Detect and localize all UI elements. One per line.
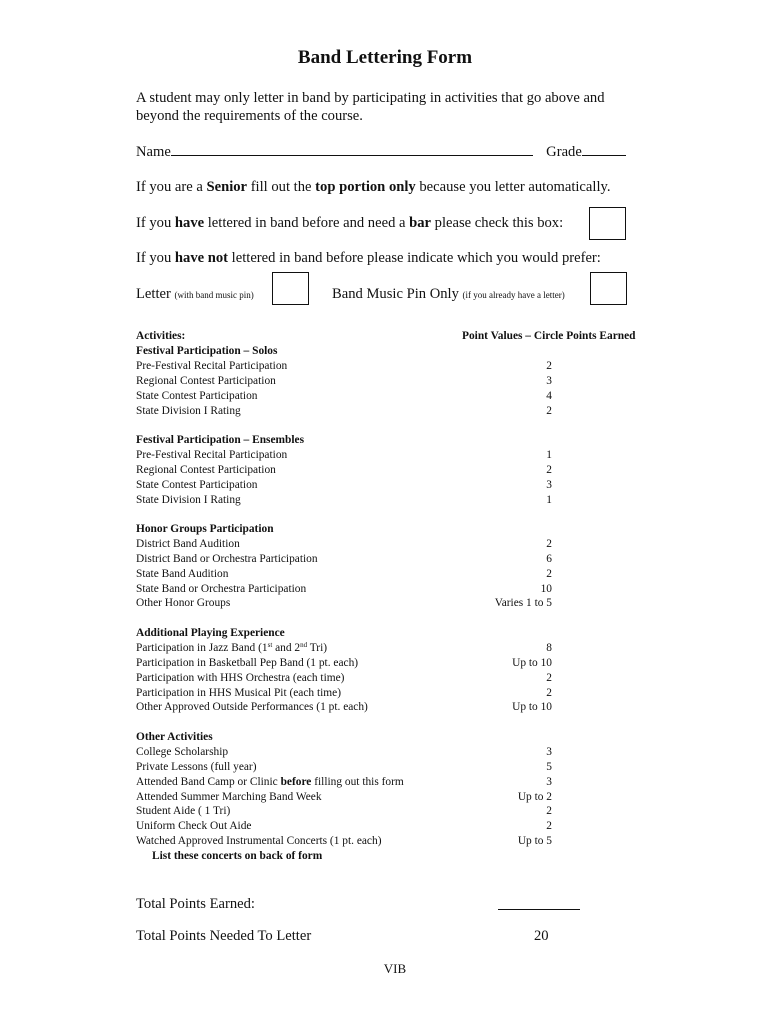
item-points[interactable]: 1	[546, 493, 552, 506]
list-item	[136, 582, 552, 597]
list-item	[136, 804, 552, 819]
intro-line-2: beyond the requirements of the course.	[136, 108, 363, 124]
item-points[interactable]: 3	[546, 745, 552, 758]
section-ensembles	[136, 433, 552, 507]
item-points[interactable]: 10	[540, 582, 552, 595]
camp-text-bold: before	[280, 775, 312, 788]
item-points[interactable]: 6	[546, 552, 552, 565]
list-item	[136, 656, 552, 671]
jazz-sup-2: nd	[300, 640, 308, 649]
bar-text-1: If you	[136, 215, 175, 231]
list-item	[136, 463, 552, 478]
list-item	[136, 493, 552, 508]
not-lettered-text-2: lettered in band before please indicate which you would prefer:	[228, 250, 601, 266]
senior-text-2: fill out the	[247, 179, 316, 195]
letter-checkbox[interactable]	[272, 272, 309, 305]
camp-text-c: filling out this form	[311, 775, 404, 788]
total-needed-value: 20	[534, 928, 549, 944]
item-points[interactable]: 3	[546, 374, 552, 387]
total-earned-field[interactable]	[498, 898, 580, 910]
concerts-note: List these concerts on back of form	[152, 850, 323, 863]
section-playing-experience	[136, 626, 552, 715]
list-item	[136, 819, 552, 834]
section-title: Honor Groups Participation	[136, 523, 274, 535]
not-lettered-instruction	[136, 250, 601, 267]
not-lettered-bold: have not	[174, 250, 229, 266]
item-points[interactable]: 2	[546, 359, 552, 372]
letter-option	[136, 286, 254, 303]
item-points[interactable]: 4	[546, 389, 552, 402]
list-item	[136, 552, 552, 567]
item-label	[136, 642, 327, 654]
bar-text-3: please check this box:	[431, 215, 564, 231]
list-item	[136, 760, 552, 775]
camp-text-a: Attended Band Camp or Clinic	[136, 775, 281, 788]
jazz-text-b: and 2	[272, 641, 301, 654]
list-item	[136, 686, 552, 701]
item-points[interactable]: 2	[546, 404, 552, 417]
grade-field[interactable]	[582, 155, 626, 156]
section-solos	[136, 344, 552, 418]
section-title: Festival Participation – Solos	[136, 345, 278, 357]
item-label: Other Honor Groups	[136, 597, 231, 610]
activities-header: Activities:	[136, 330, 186, 342]
item-label: Student Aide ( 1 Tri)	[136, 805, 231, 818]
jazz-sup-1: st	[267, 640, 273, 649]
bar-instruction	[136, 215, 563, 232]
item-points[interactable]: Up to 5	[517, 835, 552, 848]
item-points[interactable]: Varies 1 to 5	[494, 597, 552, 610]
list-item	[136, 596, 552, 611]
name-label: Name	[136, 144, 171, 160]
list-item	[136, 671, 552, 686]
total-earned-label: Total Points Earned:	[136, 896, 255, 912]
senior-text-3: because you letter automatically.	[415, 179, 611, 195]
form-title: Band Lettering Form	[297, 47, 473, 68]
item-label: District Band Audition	[136, 537, 240, 550]
item-label: State Contest Participation	[136, 389, 258, 402]
jazz-text-c: Tri)	[307, 641, 328, 654]
item-label: College Scholarship	[136, 745, 229, 758]
list-item	[136, 790, 552, 805]
item-points[interactable]: 2	[546, 820, 552, 833]
pin-option-note: (if you already have a letter)	[462, 290, 565, 300]
item-points[interactable]: 5	[546, 760, 552, 773]
list-item	[136, 537, 552, 552]
total-needed-label: Total Points Needed To Letter	[136, 928, 312, 944]
item-label: State Division I Rating	[136, 404, 241, 417]
grade-label: Grade	[546, 144, 582, 160]
senior-bold-2: top portion only	[315, 179, 416, 195]
pin-option-label: Band Music Pin Only	[332, 286, 459, 302]
item-points[interactable]: Up to 2	[517, 790, 552, 803]
list-item	[136, 404, 552, 419]
list-item	[136, 640, 552, 656]
item-points[interactable]: 2	[546, 686, 552, 699]
not-lettered-text-1: If you	[136, 250, 175, 266]
letter-option-note: (with band music pin)	[174, 290, 254, 300]
item-points[interactable]: Up to 10	[512, 656, 552, 669]
bar-bold-2: bar	[409, 215, 432, 231]
item-label	[136, 776, 404, 788]
senior-bold-1: Senior	[206, 179, 248, 195]
item-points[interactable]: 2	[546, 463, 552, 476]
item-label: Pre-Festival Recital Participation	[136, 359, 288, 372]
senior-text-1: If you are a	[136, 179, 207, 195]
item-label: State Contest Participation	[136, 478, 258, 491]
item-label: Participation with HHS Orchestra (each time)	[136, 671, 345, 684]
item-points[interactable]: 2	[546, 537, 552, 550]
item-label: Participation in HHS Musical Pit (each time)	[136, 686, 341, 699]
item-label: State Division I Rating	[136, 493, 241, 506]
item-label: Regional Contest Participation	[136, 463, 276, 476]
bar-bold-1: have	[174, 215, 205, 231]
item-label: Attended Summer Marching Band Week	[136, 790, 322, 803]
section-honor-groups	[136, 522, 552, 611]
list-item	[136, 389, 552, 404]
points-header: Point Values – Circle Points Earned	[462, 330, 636, 342]
section-title: Additional Playing Experience	[136, 627, 285, 639]
item-points[interactable]: 2	[546, 805, 552, 818]
item-label: Other Approved Outside Performances (1 pt. each)	[136, 701, 368, 714]
name-field[interactable]	[171, 155, 533, 156]
list-item	[136, 567, 552, 582]
intro-line-1: A student may only letter in band by participating in activities that go above and	[136, 90, 605, 106]
list-item	[136, 834, 552, 849]
pin-option	[332, 286, 565, 303]
footer-code: VIB	[383, 961, 407, 976]
bar-text-2: lettered in band before and need a	[204, 215, 410, 231]
list-item	[136, 745, 552, 760]
list-item	[136, 700, 552, 715]
list-item	[136, 374, 552, 389]
item-points[interactable]: Up to 10	[512, 701, 552, 714]
name-row	[136, 144, 626, 161]
item-label: Private Lessons (full year)	[136, 760, 257, 773]
item-label: District Band or Orchestra Participation	[136, 552, 318, 565]
item-label: Uniform Check Out Aide	[136, 820, 252, 833]
item-label: State Band or Orchestra Participation	[136, 582, 307, 595]
item-points[interactable]: 3	[546, 775, 552, 788]
list-item	[136, 448, 552, 463]
jazz-text-a: Participation in Jazz Band (1	[136, 641, 268, 654]
item-label: Participation in Basketball Pep Band (1 pt. each)	[136, 656, 359, 669]
list-item	[136, 775, 552, 790]
item-label: Watched Approved Instrumental Concerts (1 pt. each)	[136, 835, 382, 848]
senior-instruction	[136, 179, 611, 196]
item-label: Pre-Festival Recital Participation	[136, 448, 288, 461]
item-points[interactable]: 2	[546, 671, 552, 684]
letter-option-label: Letter	[136, 286, 171, 302]
item-points[interactable]: 1	[546, 448, 552, 461]
list-item	[136, 478, 552, 493]
section-title: Festival Participation – Ensembles	[136, 434, 305, 446]
item-points[interactable]: 3	[546, 478, 552, 491]
item-points[interactable]: 8	[546, 641, 552, 654]
section-other-activities	[136, 730, 552, 864]
pin-checkbox[interactable]	[590, 272, 627, 305]
item-label: State Band Audition	[136, 567, 229, 580]
bar-checkbox[interactable]	[589, 207, 626, 240]
section-title: Other Activities	[136, 731, 213, 743]
list-item	[136, 359, 552, 374]
item-label: Regional Contest Participation	[136, 374, 276, 387]
item-points[interactable]: 2	[546, 567, 552, 580]
